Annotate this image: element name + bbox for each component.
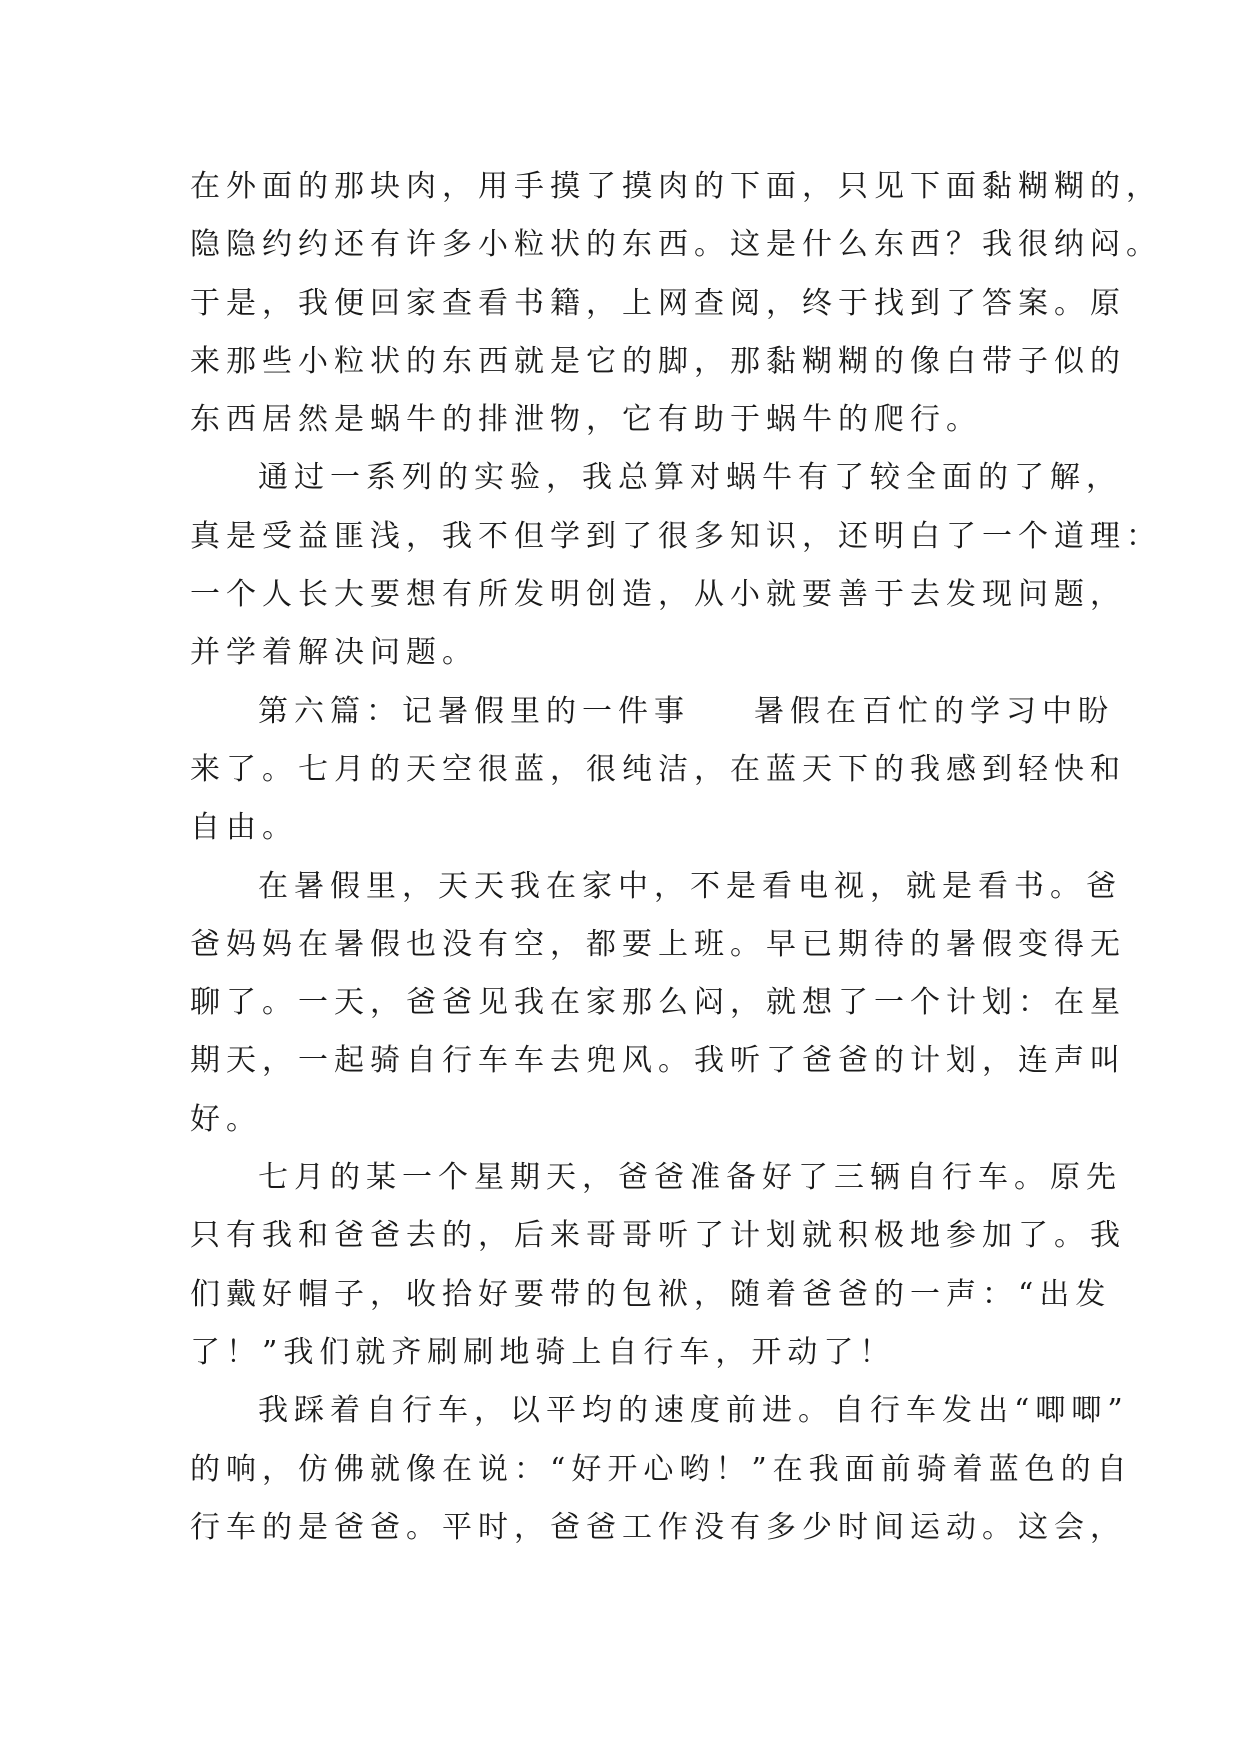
text-line: 期天，一起骑自行车车去兜风。我听了爸爸的计划，连声叫 xyxy=(190,1043,1126,1079)
text-line: 在外面的那块肉，用手摸了摸肉的下面，只见下面黏糊糊的， xyxy=(190,169,1162,204)
paragraph-start-line: 通过一系列的实验，我总算对蜗牛有了较全面的了解， xyxy=(258,460,1122,496)
paragraph-start-line: 七月的某一个星期天，爸爸准备好了三辆自行车。原先 xyxy=(258,1160,1122,1196)
text-line: 爸妈妈在暑假也没有空，都要上班。早已期待的暑假变得无 xyxy=(190,926,1126,962)
text-line: 只有我和爸爸去的，后来哥哥听了计划就积极地参加了。我 xyxy=(190,1218,1126,1254)
text-line: 自由。 xyxy=(190,810,298,846)
text-line: 行车的是爸爸。平时，爸爸工作没有多少时间运动。这会， xyxy=(190,1509,1126,1545)
text-line: 东西居然是蜗牛的排泄物，它有助于蜗牛的爬行。 xyxy=(190,402,982,438)
text-line: 好。 xyxy=(190,1101,262,1137)
text-line: 于是，我便回家查看书籍，上网查阅，终于找到了答案。原 xyxy=(190,285,1126,321)
text-line: 并学着解决问题。 xyxy=(190,635,478,671)
text-line: 一个人长大要想有所发明创造，从小就要善于去发现问题， xyxy=(190,577,1126,613)
text-line: 的响，仿佛就像在说：“好开心哟！”在我面前骑着蓝色的自 xyxy=(190,1451,1133,1487)
paragraph-start-line: 我踩着自行车，以平均的速度前进。自行车发出“唧唧” xyxy=(258,1393,1129,1429)
section-heading-line xyxy=(190,683,1114,741)
text-line: 来了。七月的天空很蓝，很纯洁，在蓝天下的我感到轻快和 xyxy=(190,751,1126,787)
text-line: 来那些小粒状的东西就是它的脚，那黏糊糊的像白带子似的 xyxy=(190,343,1126,379)
text-line: 真是受益匪浅，我不但学到了很多知识，还明白了一个道理： xyxy=(190,518,1162,554)
section-heading: 第六篇：记暑假里的一件事 xyxy=(258,693,690,729)
section-first-sentence: 暑假在百忙的学习中盼 xyxy=(754,693,1114,729)
paragraph-start-line: 在暑假里，天天我在家中，不是看电视，就是看书。爸 xyxy=(258,868,1122,904)
text-line: 们戴好帽子，收拾好要带的包袱，随着爸爸的一声：“出发 xyxy=(190,1276,1112,1312)
body-text xyxy=(190,158,1162,1557)
text-line: 了！”我们就齐刷刷地骑上自行车，开动了！ xyxy=(190,1334,896,1370)
text-line: 聊了。一天，爸爸见我在家那么闷，就想了一个计划：在星 xyxy=(190,985,1126,1021)
text-line: 隐隐约约还有许多小粒状的东西。这是什么东西？我很纳闷。 xyxy=(190,227,1162,263)
